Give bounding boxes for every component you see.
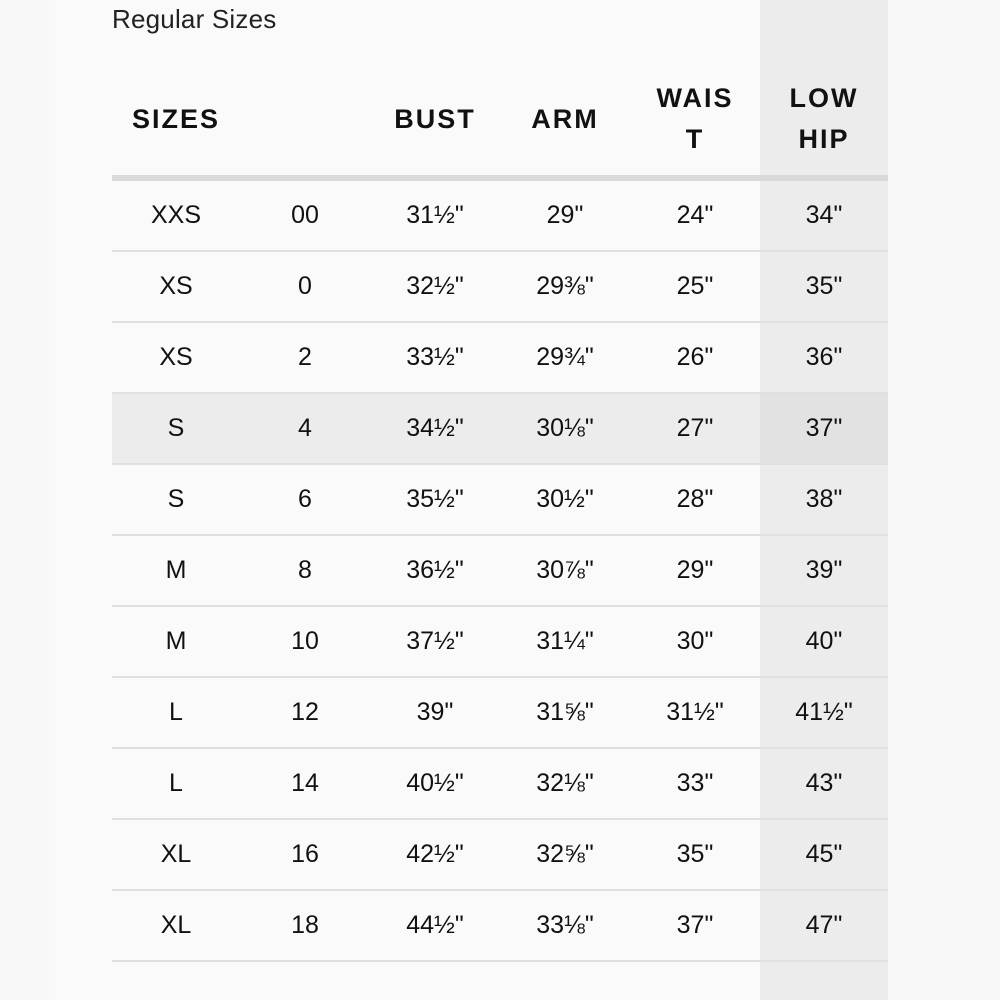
table-row: [112, 181, 888, 252]
waist-value: 33": [676, 769, 714, 797]
bust-value: 34½": [406, 414, 464, 442]
size-label: M: [165, 556, 187, 584]
table-row: [112, 252, 888, 323]
low-hip-value: 35": [805, 272, 843, 300]
header-waist-line2: T: [685, 124, 705, 154]
bust-value: 33½": [406, 343, 464, 371]
bust-value: 31½": [406, 201, 464, 229]
low-hip-value: 37": [760, 394, 888, 463]
waist-value: 30": [676, 627, 714, 655]
header-low-hip-line1: LOW: [789, 83, 859, 113]
low-hip-value: 47": [805, 911, 843, 939]
low-hip-value: 39": [805, 556, 843, 584]
header-sizes: SIZES: [131, 104, 221, 134]
waist-value: 28": [676, 485, 714, 513]
size-label: XL: [160, 840, 192, 868]
table-row: [112, 394, 888, 465]
arm-value: 29⅜": [536, 272, 594, 300]
arm-value: 30½": [536, 485, 594, 513]
header-low-hip-line2: HIP: [798, 124, 850, 154]
table-row: [112, 749, 888, 820]
arm-value: 33⅛": [536, 911, 594, 939]
arm-value: 32⅛": [536, 769, 594, 797]
size-label: XS: [159, 343, 193, 371]
size-number: 4: [298, 414, 312, 442]
size-number: 18: [291, 911, 319, 939]
low-hip-value: 38": [805, 485, 843, 513]
size-number: 2: [298, 343, 312, 371]
size-number: 16: [291, 840, 319, 868]
waist-value: 26": [676, 343, 714, 371]
bust-value: 40½": [406, 769, 464, 797]
bust-value: 36½": [406, 556, 464, 584]
arm-value: 30⅛": [536, 414, 594, 442]
size-number: 0: [298, 272, 312, 300]
arm-value: 31⅝": [536, 698, 594, 726]
table-row: [112, 323, 888, 394]
low-hip-value: 36": [805, 343, 843, 371]
low-hip-value: 34": [805, 201, 843, 229]
size-number: 8: [298, 556, 312, 584]
header-waist: [630, 78, 760, 160]
size-label: M: [165, 627, 187, 655]
waist-value: 31½": [666, 698, 724, 726]
size-number: 6: [298, 485, 312, 513]
size-label: S: [167, 414, 185, 442]
arm-value: 31¼": [536, 627, 594, 655]
arm-value: 29¾": [536, 343, 594, 371]
size-label: XS: [159, 272, 193, 300]
bust-value: 35½": [406, 485, 464, 513]
size-label: XXS: [150, 201, 202, 229]
size-label: XL: [160, 911, 192, 939]
header-low-hip: [760, 78, 888, 160]
waist-value: 29": [676, 556, 714, 584]
header-arm: ARM: [531, 104, 599, 134]
size-number: 00: [291, 201, 319, 229]
size-label: L: [169, 698, 183, 726]
header-bust: BUST: [394, 104, 476, 134]
bust-value: 37½": [406, 627, 464, 655]
table-row: [112, 678, 888, 749]
table-row: [112, 536, 888, 607]
waist-value: 24": [676, 201, 714, 229]
size-number: 14: [291, 769, 319, 797]
table-row: [112, 820, 888, 891]
arm-value: 32⅝": [536, 840, 594, 868]
waist-value: 37": [676, 911, 714, 939]
low-hip-value: 41½": [795, 698, 853, 726]
table-row: [112, 607, 888, 678]
size-label: L: [169, 769, 183, 797]
table-row: [112, 891, 888, 962]
waist-value: 35": [676, 840, 714, 868]
size-label: S: [167, 485, 185, 513]
section-title: Regular Sizes: [112, 4, 277, 34]
size-number: 10: [291, 627, 319, 655]
header-waist-line1: WAIS: [656, 83, 734, 113]
arm-value: 29": [546, 201, 584, 229]
bust-value: 42½": [406, 840, 464, 868]
bust-value: 39": [416, 698, 454, 726]
table-row: [112, 465, 888, 536]
arm-value: 30⅞": [536, 556, 594, 584]
low-hip-value: 40": [805, 627, 843, 655]
low-hip-value: 45": [805, 840, 843, 868]
waist-value: 25": [676, 272, 714, 300]
waist-value: 27": [676, 414, 714, 442]
size-number: 12: [291, 698, 319, 726]
bust-value: 32½": [406, 272, 464, 300]
bust-value: 44½": [406, 911, 464, 939]
low-hip-value: 43": [805, 769, 843, 797]
